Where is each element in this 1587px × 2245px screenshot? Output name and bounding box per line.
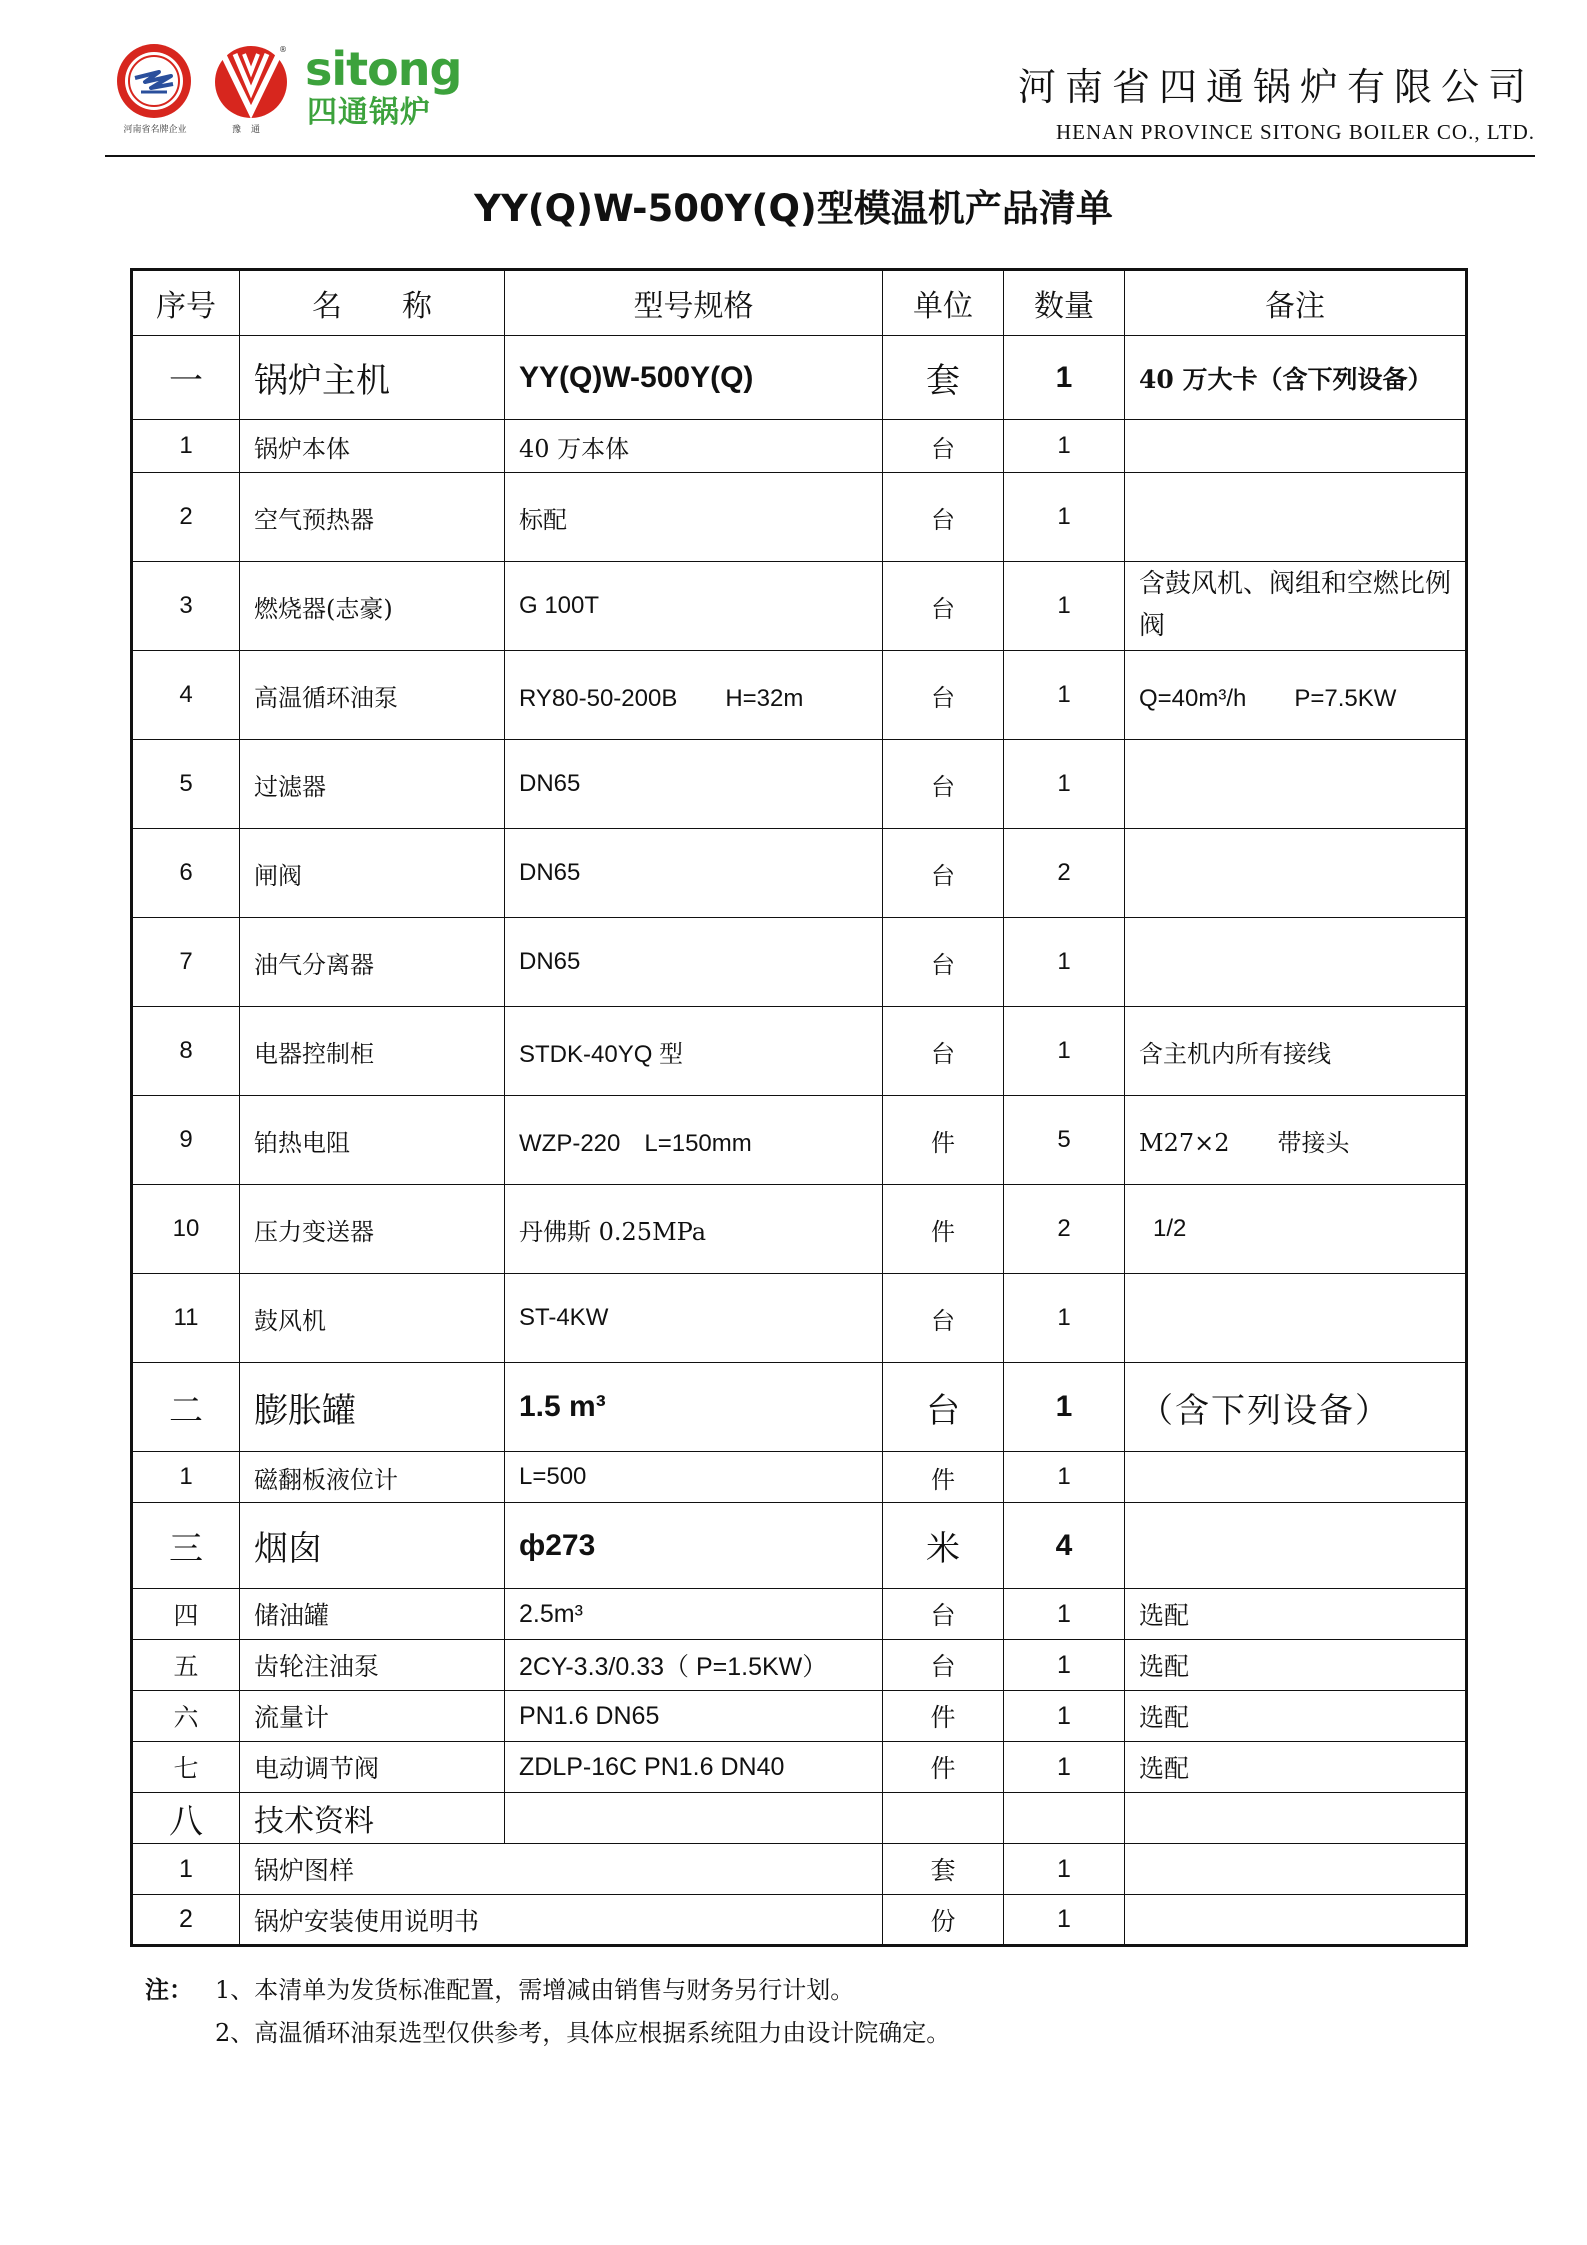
cell-name: 闸阀 <box>240 829 505 918</box>
cell-qty: 4 <box>1004 1503 1125 1589</box>
cell-remark: 含鼓风机、阀组和空燃比例阀 <box>1125 562 1467 651</box>
cell-no: 1 <box>132 1452 240 1503</box>
cell-no: 4 <box>132 651 240 740</box>
cell-qty: 1 <box>1004 420 1125 473</box>
cell-unit: 台 <box>883 1274 1004 1363</box>
cell-name: 压力变送器 <box>240 1185 505 1274</box>
table-row <box>132 1640 1467 1691</box>
note-line-2 <box>145 2012 1465 2055</box>
cell-unit: 台 <box>883 562 1004 651</box>
cell-name: 电器控制柜 <box>240 1007 505 1096</box>
cell-unit: 台 <box>883 651 1004 740</box>
cell-name: 过滤器 <box>240 740 505 829</box>
table-row <box>132 473 1467 562</box>
cell-spec: RY80-50-200B H=32m <box>505 651 883 740</box>
table-row <box>132 562 1467 651</box>
cell-qty: 1 <box>1004 1452 1125 1503</box>
cell-no: 9 <box>132 1096 240 1185</box>
cell-unit: 套 <box>883 1844 1004 1895</box>
cell-qty: 1 <box>1004 1691 1125 1742</box>
famous-brand-seal-icon <box>115 42 193 120</box>
cell-remark: M27×2 带接头 <box>1125 1096 1467 1185</box>
cell-name: 电动调节阀 <box>240 1742 505 1793</box>
cell-no: 1 <box>132 420 240 473</box>
svg-text:®: ® <box>279 45 287 54</box>
cell-name: 磁翻板液位计 <box>240 1452 505 1503</box>
cell-unit: 台 <box>883 1363 1004 1452</box>
table-row <box>132 1503 1467 1589</box>
cell-remark: 40 万大卡（含下列设备） <box>1125 336 1467 420</box>
cell-remark <box>1125 473 1467 562</box>
cell-no: 2 <box>132 473 240 562</box>
cell-no: 五 <box>132 1640 240 1691</box>
cell-qty: 5 <box>1004 1096 1125 1185</box>
cell-qty: 1 <box>1004 1742 1125 1793</box>
cell-spec: 2CY-3.3/0.33（ P=1.5KW） <box>505 1640 883 1691</box>
cell-remark: （含下列设备） <box>1125 1363 1467 1452</box>
cell-name: 齿轮注油泵 <box>240 1640 505 1691</box>
note-text: 2、高温循环油泵选型仅供参考，具体应根据系统阻力由设计院确定。 <box>215 2019 951 2047</box>
cell-qty: 1 <box>1004 1589 1125 1640</box>
cell-remark <box>1125 1895 1467 1946</box>
cell-remark: 选配 <box>1125 1640 1467 1691</box>
cell-qty: 1 <box>1004 1640 1125 1691</box>
cell-spec <box>505 1793 883 1844</box>
cell-remark <box>1125 829 1467 918</box>
cell-qty: 1 <box>1004 651 1125 740</box>
col-header-spec: 型号规格 <box>505 270 883 336</box>
cell-spec: L=500 <box>505 1452 883 1503</box>
cell-qty: 1 <box>1004 336 1125 420</box>
cell-qty: 1 <box>1004 1007 1125 1096</box>
cell-name: 烟囱 <box>240 1503 505 1589</box>
cell-unit: 台 <box>883 918 1004 1007</box>
cell-name: 铂热电阻 <box>240 1096 505 1185</box>
table-row <box>132 1096 1467 1185</box>
cell-spec: 1.5 m³ <box>505 1363 883 1452</box>
cell-no: 7 <box>132 918 240 1007</box>
cell-name: 膨胀罐 <box>240 1363 505 1452</box>
table-row <box>132 829 1467 918</box>
letterhead <box>105 30 1535 155</box>
cell-spec: 2.5m³ <box>505 1589 883 1640</box>
cell-spec: 丹佛斯 0.25MPa <box>505 1185 883 1274</box>
cell-qty: 2 <box>1004 1185 1125 1274</box>
cell-unit: 台 <box>883 1589 1004 1640</box>
brand-name-en: sitong <box>305 42 462 96</box>
cell-qty: 1 <box>1004 562 1125 651</box>
table-row <box>132 1895 1467 1946</box>
table-row <box>132 740 1467 829</box>
col-header-name: 名 称 <box>240 270 505 336</box>
table-row <box>132 1007 1467 1096</box>
cell-unit: 件 <box>883 1185 1004 1274</box>
cell-unit <box>883 1793 1004 1844</box>
cell-spec: STDK-40YQ 型 <box>505 1007 883 1096</box>
cell-spec: PN1.6 DN65 <box>505 1691 883 1742</box>
cell-remark: 选配 <box>1125 1691 1467 1742</box>
cell-name: 技术资料 <box>240 1793 505 1844</box>
cell-name: 锅炉主机 <box>240 336 505 420</box>
cell-spec: WZP-220 L=150mm <box>505 1096 883 1185</box>
cell-unit: 台 <box>883 829 1004 918</box>
col-header-remark: 备注 <box>1125 270 1467 336</box>
cell-qty: 1 <box>1004 1274 1125 1363</box>
table-row <box>132 1589 1467 1640</box>
cell-spec: DN65 <box>505 829 883 918</box>
cell-no: 一 <box>132 336 240 420</box>
brand-name-cn: 四通锅炉 <box>307 95 431 130</box>
cell-unit: 件 <box>883 1452 1004 1503</box>
note-line-1 <box>145 1968 1465 2012</box>
cell-unit: 份 <box>883 1895 1004 1946</box>
note-text: 1、本清单为发货标准配置，需增减由销售与财务另行计划。 <box>215 1976 855 2004</box>
table-row <box>132 336 1467 420</box>
cell-no: 二 <box>132 1363 240 1452</box>
cell-spec: ZDLP-16C PN1.6 DN40 <box>505 1742 883 1793</box>
cell-unit: 台 <box>883 420 1004 473</box>
cell-remark <box>1125 1452 1467 1503</box>
table-row <box>132 1274 1467 1363</box>
cell-no: 2 <box>132 1895 240 1946</box>
cell-qty <box>1004 1793 1125 1844</box>
cell-remark <box>1125 1844 1467 1895</box>
cell-no: 8 <box>132 1007 240 1096</box>
cell-spec: 40 万本体 <box>505 420 883 473</box>
cell-remark: 1/2 <box>1125 1185 1467 1274</box>
company-name-en: HENAN PROVINCE SITONG BOILER CO., LTD. <box>1055 120 1535 144</box>
cell-spec: G 100T <box>505 562 883 651</box>
notes-section <box>145 1968 1465 2055</box>
notes-label: 注： <box>145 1975 193 2004</box>
cell-name: 油气分离器 <box>240 918 505 1007</box>
cell-name: 燃烧器(志豪) <box>240 562 505 651</box>
cell-qty: 1 <box>1004 918 1125 1007</box>
table-row <box>132 1452 1467 1503</box>
cell-spec: ST-4KW <box>505 1274 883 1363</box>
cell-spec: ф273 <box>505 1503 883 1589</box>
cell-no: 四 <box>132 1589 240 1640</box>
cell-name: 高温循环油泵 <box>240 651 505 740</box>
document-title: YY(Q)W-500Y(Q)型模温机产品清单 <box>474 187 1113 230</box>
company-v-logo-icon <box>213 42 289 120</box>
cell-unit: 台 <box>883 1007 1004 1096</box>
cell-name: 储油罐 <box>240 1589 505 1640</box>
cell-no: 10 <box>132 1185 240 1274</box>
header-divider <box>105 155 1535 157</box>
cell-name: 锅炉本体 <box>240 420 505 473</box>
cell-name: 鼓风机 <box>240 1274 505 1363</box>
cell-unit: 台 <box>883 740 1004 829</box>
table-row <box>132 1363 1467 1452</box>
cell-name: 锅炉安装使用说明书 <box>240 1895 883 1946</box>
cell-unit: 米 <box>883 1503 1004 1589</box>
seal-caption: 河南省名牌企业 <box>123 125 187 135</box>
cell-remark: 含主机内所有接线 <box>1125 1007 1467 1096</box>
table-row <box>132 1185 1467 1274</box>
cell-unit: 件 <box>883 1691 1004 1742</box>
cell-no: 三 <box>132 1503 240 1589</box>
cell-unit: 件 <box>883 1096 1004 1185</box>
cell-remark <box>1125 1503 1467 1589</box>
cell-unit: 套 <box>883 336 1004 420</box>
cell-name: 空气预热器 <box>240 473 505 562</box>
company-name-cn: 河南省四通锅炉有限公司 <box>1017 65 1535 109</box>
cell-no: 七 <box>132 1742 240 1793</box>
cell-name: 锅炉图样 <box>240 1844 883 1895</box>
cell-remark: 选配 <box>1125 1589 1467 1640</box>
cell-remark: 选配 <box>1125 1742 1467 1793</box>
cell-no: 八 <box>132 1793 240 1844</box>
cell-qty: 1 <box>1004 1363 1125 1452</box>
col-header-qty: 数量 <box>1004 270 1125 336</box>
cell-no: 六 <box>132 1691 240 1742</box>
table-row <box>132 1742 1467 1793</box>
col-header-no: 序号 <box>132 270 240 336</box>
cell-remark: Q=40m³/h P=7.5KW <box>1125 651 1467 740</box>
product-list-table <box>130 268 1468 1947</box>
cell-unit: 件 <box>883 1742 1004 1793</box>
table-row <box>132 1691 1467 1742</box>
col-header-unit: 单位 <box>883 270 1004 336</box>
table-row <box>132 420 1467 473</box>
cell-remark <box>1125 1793 1467 1844</box>
cell-qty: 1 <box>1004 1895 1125 1946</box>
cell-no: 1 <box>132 1844 240 1895</box>
cell-qty: 2 <box>1004 829 1125 918</box>
cell-spec: DN65 <box>505 740 883 829</box>
table-row <box>132 918 1467 1007</box>
cell-remark <box>1125 740 1467 829</box>
cell-qty: 1 <box>1004 740 1125 829</box>
cell-no: 6 <box>132 829 240 918</box>
table-row <box>132 651 1467 740</box>
cell-qty: 1 <box>1004 473 1125 562</box>
cell-unit: 台 <box>883 473 1004 562</box>
cell-no: 11 <box>132 1274 240 1363</box>
cell-no: 3 <box>132 562 240 651</box>
cell-remark <box>1125 1274 1467 1363</box>
cell-qty: 1 <box>1004 1844 1125 1895</box>
cell-name: 流量计 <box>240 1691 505 1742</box>
table-header-row <box>132 270 1467 336</box>
cell-spec: 标配 <box>505 473 883 562</box>
v-logo-caption: 豫通 <box>231 125 270 135</box>
table-row <box>132 1844 1467 1895</box>
cell-spec: DN65 <box>505 918 883 1007</box>
cell-no: 5 <box>132 740 240 829</box>
cell-remark <box>1125 420 1467 473</box>
table-row <box>132 1793 1467 1844</box>
cell-remark <box>1125 918 1467 1007</box>
cell-unit: 台 <box>883 1640 1004 1691</box>
cell-spec: YY(Q)W-500Y(Q) <box>505 336 883 420</box>
